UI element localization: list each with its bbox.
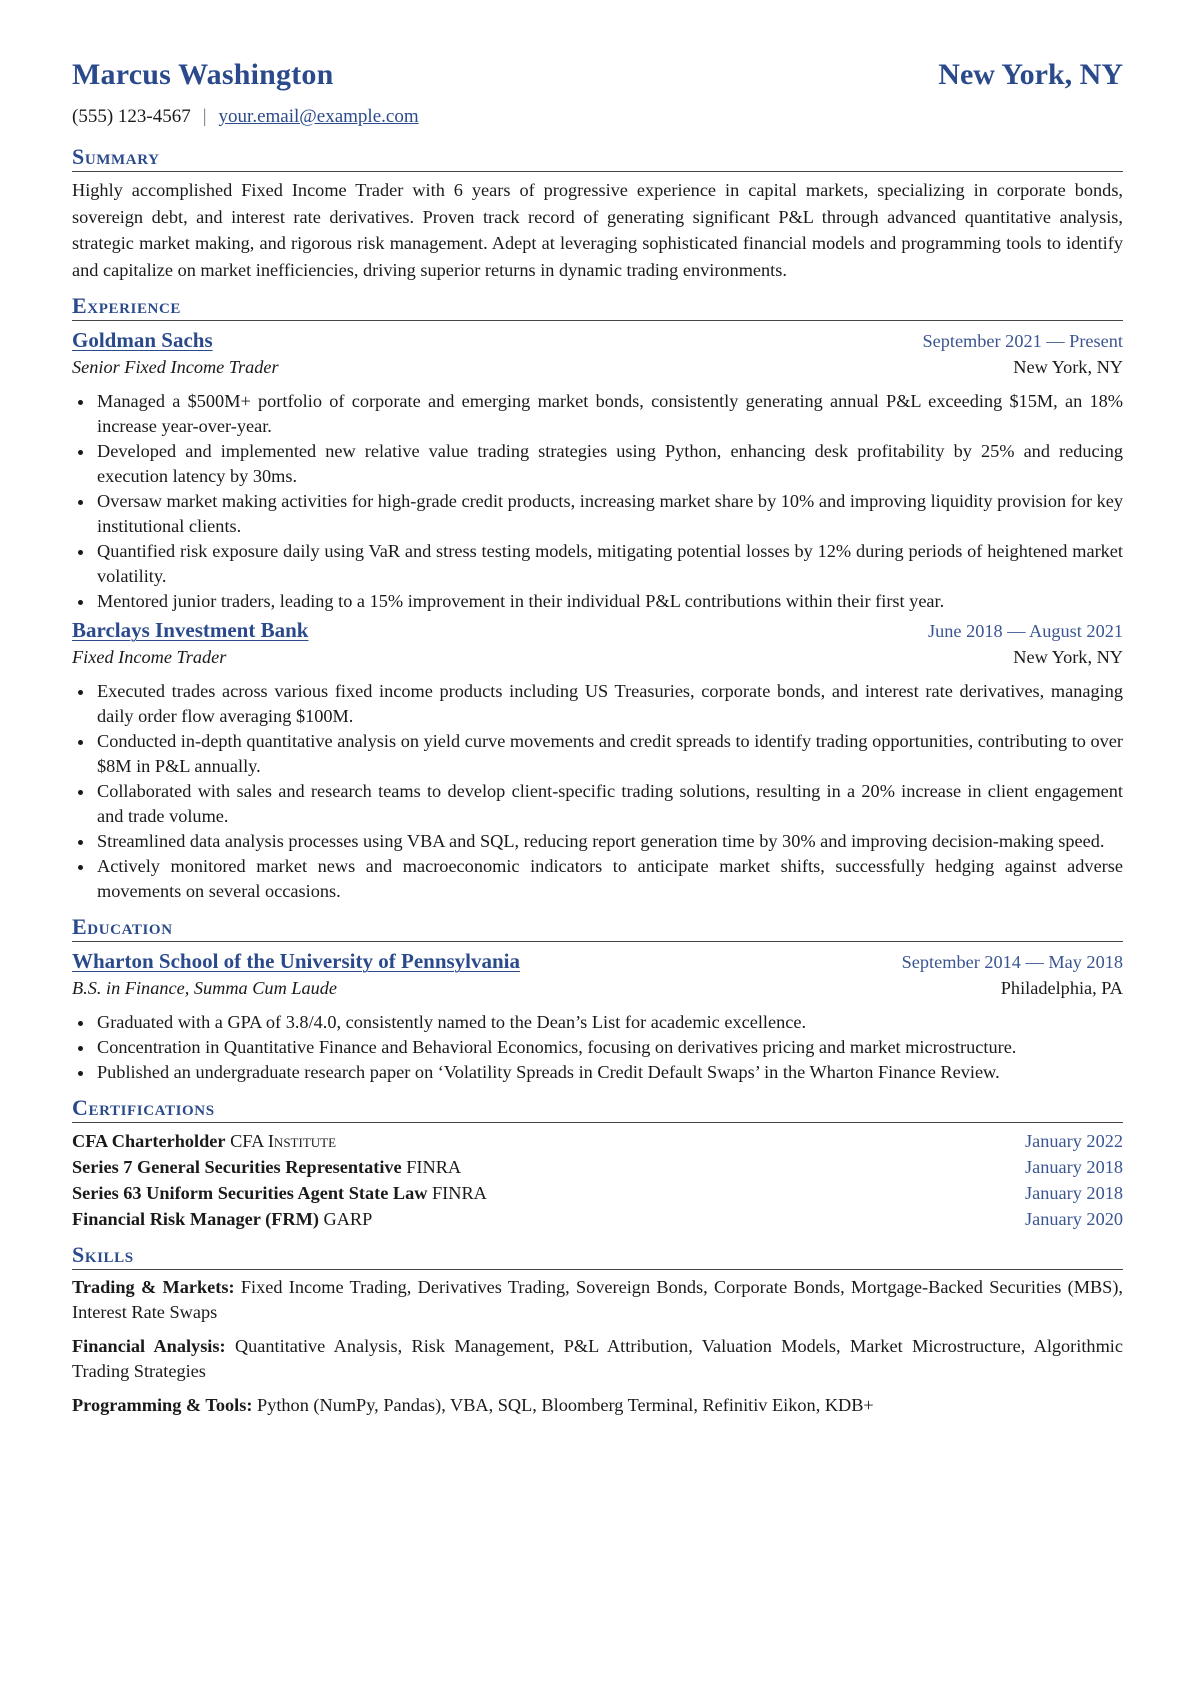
section-title-education: Education	[72, 914, 1123, 942]
summary-text: Highly accomplished Fixed Income Trader with 6 years of progressive experience in capital markets, specializing in corporate bonds, sovereign debt, and interest rate derivatives. Proven track record of generating significant P&L through advanced quantitative analysis, strategic market making, and rigorous risk management. Adept at leveraging sophisticated financial models and programming tools to identify and capitalize on market inefficiencies, driving superior returns in dynamic trading environments.	[72, 180, 1123, 280]
job-entry	[72, 326, 1123, 614]
section-title-certifications: Certifications	[72, 1095, 1123, 1123]
skill-label: Financial Analysis:	[72, 1336, 226, 1357]
contact-line	[72, 106, 1123, 134]
skill-group	[72, 1275, 1123, 1325]
cert-name: CFA Charterholder	[72, 1131, 226, 1152]
job-bullets	[72, 679, 1123, 904]
section-title-experience: Experience	[72, 293, 1123, 321]
certification-row	[72, 1180, 1123, 1206]
certification-list	[72, 1128, 1123, 1232]
degree: B.S. in Finance, Summa Cum Laude	[72, 978, 338, 999]
skill-group	[72, 1334, 1123, 1384]
education-entry	[72, 947, 1123, 1085]
certification-row	[72, 1128, 1123, 1154]
bullet-item: Conducted in-depth quantitative analysis on yield curve movements and credit spreads to identify trading opportunities, contributing to over $8M in P&L annually.	[72, 729, 1123, 779]
job-role: Senior Fixed Income Trader	[72, 357, 279, 378]
bullet-item: Published an undergraduate research paper on ‘Volatility Spreads in Credit Default Swaps’ in the Wharton Finance Review.	[72, 1060, 1123, 1085]
bullet-item: Collaborated with sales and research teams to develop client-specific trading solutions, resulting in a 20% increase in client engagement and trade volume.	[72, 779, 1123, 829]
phone-number: (555) 123-4567	[72, 106, 191, 127]
bullet-item: Streamlined data analysis processes using VBA and SQL, reducing report generation time by 30% and improving decision-making speed.	[72, 829, 1123, 854]
school-link[interactable]: Wharton School of the University of Pennsylvania	[72, 949, 521, 974]
company-link[interactable]: Goldman Sachs	[72, 328, 213, 353]
email-link[interactable]: your.email@example.com	[218, 106, 419, 127]
job-location: New York, NY	[1013, 357, 1123, 378]
bullet-item: Actively monitored market news and macroeconomic indicators to anticipate market shifts, successfully hedging against adverse movements on several occasions.	[72, 854, 1123, 904]
resume-page	[72, 58, 1123, 1427]
skills-list	[72, 1275, 1123, 1418]
resume-header	[72, 58, 1123, 102]
education-bullets	[72, 1010, 1123, 1085]
candidate-name: Marcus Washington	[72, 58, 334, 91]
cert-name: Series 7 General Securities Representative	[72, 1157, 402, 1178]
company-link[interactable]: Barclays Investment Bank	[72, 618, 309, 643]
cert-name: Series 63 Uniform Securities Agent State Law	[72, 1183, 428, 1204]
bullet-item: Developed and implemented new relative value trading strategies using Python, enhancing desk profitability by 25% and reducing execution latency by 30ms.	[72, 439, 1123, 489]
job-location: New York, NY	[1013, 647, 1123, 668]
cert-date: January 2022	[1025, 1131, 1123, 1152]
certification-row	[72, 1206, 1123, 1232]
bullet-item: Mentored junior traders, leading to a 15% improvement in their individual P&L contributions within their first year.	[72, 589, 1123, 614]
certification-row	[72, 1154, 1123, 1180]
cert-date: January 2018	[1025, 1183, 1123, 1204]
bullet-item: Oversaw market making activities for high-grade credit products, increasing market share by 10% and improving liquidity provision for key institutional clients.	[72, 489, 1123, 539]
skill-value: Quantitative Analysis, Risk Management, P&L Attribution, Valuation Models, Market Microstructure, Algorithmic Trading Strategies	[72, 1336, 1123, 1382]
job-dates: June 2018 — August 2021	[927, 621, 1123, 642]
header-location: New York, NY	[938, 58, 1123, 91]
skill-label: Programming & Tools:	[72, 1395, 253, 1416]
bullet-item: Managed a $500M+ portfolio of corporate and emerging market bonds, consistently generating annual P&L exceeding $15M, an 18% increase year-over-year.	[72, 389, 1123, 439]
cert-date: January 2018	[1025, 1157, 1123, 1178]
cert-issuer: FINRA	[406, 1157, 462, 1178]
cert-issuer: GARP	[323, 1209, 373, 1230]
job-dates: September 2021 — Present	[922, 331, 1123, 352]
skill-label: Trading & Markets:	[72, 1277, 235, 1298]
section-title-summary: Summary	[72, 144, 1123, 172]
skill-value: Python (NumPy, Pandas), VBA, SQL, Bloomberg Terminal, Refinitiv Eikon, KDB+	[257, 1395, 874, 1416]
bullet-item: Concentration in Quantitative Finance and Behavioral Economics, focusing on derivatives pricing and market microstructure.	[72, 1035, 1123, 1060]
section-title-skills: Skills	[72, 1242, 1123, 1270]
job-bullets	[72, 389, 1123, 614]
bullet-item: Graduated with a GPA of 3.8/4.0, consistently named to the Dean’s List for academic excellence.	[72, 1010, 1123, 1035]
job-role: Fixed Income Trader	[72, 647, 227, 668]
cert-name: Financial Risk Manager (FRM)	[72, 1209, 319, 1230]
skill-group	[72, 1393, 1123, 1418]
cert-issuer: CFA Institute	[230, 1131, 337, 1152]
education-dates: September 2014 — May 2018	[901, 952, 1123, 973]
bullet-item: Quantified risk exposure daily using VaR and stress testing models, mitigating potential losses by 12% during periods of heightened market volatility.	[72, 539, 1123, 589]
bullet-item: Executed trades across various fixed income products including US Treasuries, corporate bonds, and interest rate derivatives, managing daily order flow averaging $100M.	[72, 679, 1123, 729]
skill-value: Fixed Income Trading, Derivatives Trading, Sovereign Bonds, Corporate Bonds, Mortgage-Backed Securities (MBS), Interest Rate Swaps	[72, 1277, 1123, 1323]
education-location: Philadelphia, PA	[1000, 978, 1123, 999]
cert-date: January 2020	[1025, 1209, 1123, 1230]
cert-issuer: FINRA	[432, 1183, 487, 1204]
job-entry	[72, 616, 1123, 904]
contact-separator: |	[202, 106, 207, 127]
